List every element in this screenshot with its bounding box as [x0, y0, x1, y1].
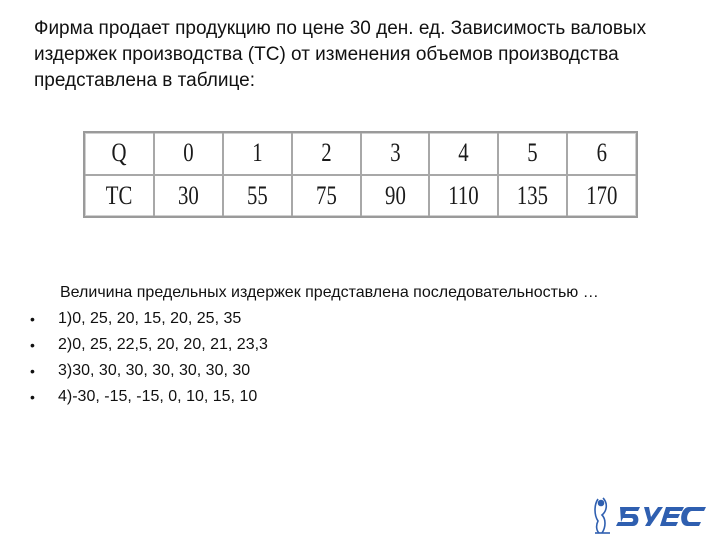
table-cell: 90: [367, 175, 422, 217]
answer-option-text: 3)30, 30, 30, 30, 30, 30, 30: [58, 362, 251, 379]
table-cell: 75: [299, 175, 354, 217]
answer-option-text: 2)0, 25, 22,5, 20, 20, 21, 23,3: [58, 336, 268, 353]
table-cell: 2: [299, 133, 354, 175]
answer-option-text: 1)0, 25, 20, 15, 20, 25, 35: [58, 310, 242, 327]
answer-option-1: [26, 306, 268, 332]
answer-option-3: [26, 358, 268, 384]
bullet-icon: •: [30, 389, 35, 405]
answer-options-list: [26, 306, 268, 410]
table-cell: 30: [161, 175, 216, 217]
bullet-icon: •: [30, 337, 35, 353]
answer-option-2: [26, 332, 268, 358]
answer-option-text: 4)-30, -15, -15, 0, 10, 15, 10: [58, 388, 258, 405]
table-cell: 0: [161, 133, 216, 175]
table-cell: 3: [367, 133, 422, 175]
cost-table: [83, 131, 638, 218]
table-cell: 170: [574, 175, 629, 217]
table-cell: 5: [505, 133, 560, 175]
row-label-tc: TC: [92, 175, 147, 217]
row-label-q: Q: [92, 133, 147, 175]
table-cell: 135: [505, 175, 560, 217]
table-cell: 6: [574, 133, 629, 175]
bullet-icon: •: [30, 311, 35, 327]
table-row-tc: [85, 175, 636, 217]
question-text: Величина предельных издержек представлена последовательностью …: [60, 284, 599, 301]
intro-text: Фирма продает продукцию по цене 30 ден. ед. Зависимость валовых издержек производства (ТС) от изменения объемов производства представлена в таблице:: [34, 18, 647, 91]
table-cell: 110: [436, 175, 491, 217]
university-emblem-icon: [590, 495, 710, 535]
bullet-icon: •: [30, 363, 35, 379]
table-cell: 4: [436, 133, 491, 175]
table-cell: 1: [230, 133, 285, 175]
table-cell: 55: [230, 175, 285, 217]
university-logo: [590, 495, 710, 535]
cost-table-grid: [85, 133, 636, 216]
answer-option-4: [26, 384, 268, 410]
table-row-q: [85, 133, 636, 175]
